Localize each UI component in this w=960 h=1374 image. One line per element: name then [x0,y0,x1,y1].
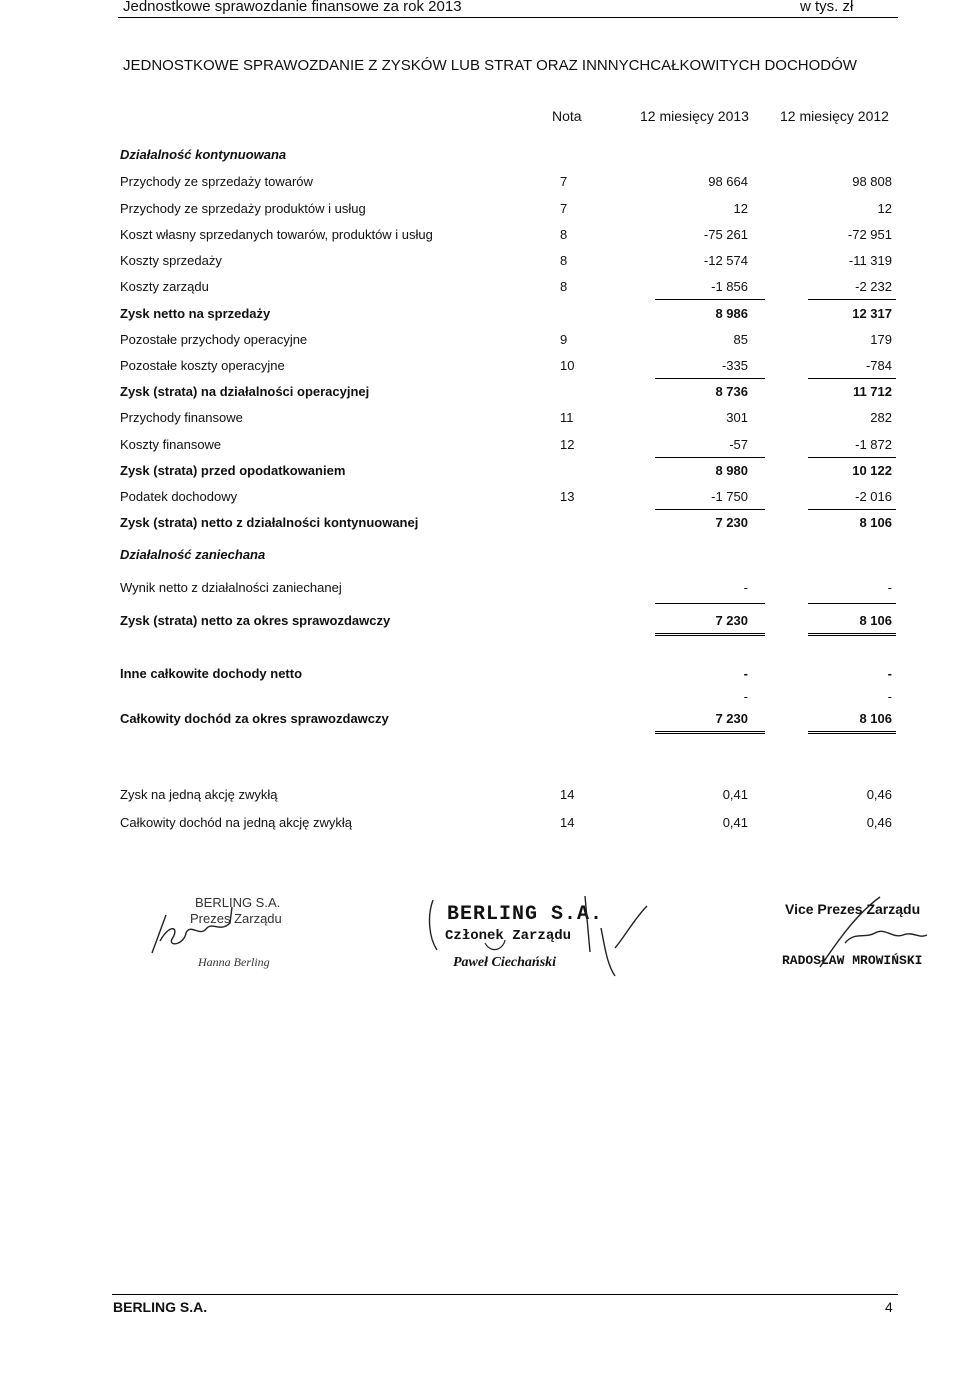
row-value-2013: -75 261 [703,227,748,242]
row-value-2013: 0,41 [722,815,748,830]
subtotal-rule [655,378,765,379]
row-value-2012: 0,46 [866,787,892,802]
row-note: 8 [560,279,568,294]
row-note: 14 [560,815,575,830]
table-row [0,489,960,507]
row-note: 7 [560,174,568,189]
row-value-2012: -1 872 [855,437,892,452]
subtotal-rule [655,457,765,458]
table-row [0,787,960,805]
row-note: 10 [560,358,575,373]
table-row [0,358,960,376]
row-note: 9 [560,332,568,347]
row-label: Koszt własny sprzedanych towarów, produktów i usług [120,227,433,242]
row-label: Koszty finansowe [120,437,222,452]
row-label: Zysk na jedną akcję zwykłą [120,787,278,802]
row-note: 8 [560,253,568,268]
statement-title: JEDNOSTKOWE SPRAWOZDANIE Z ZYSKÓW LUB STRAT ORAZ INNNYCHCAŁKOWITYCH DOCHODÓW [123,57,857,74]
table-row-total [0,613,960,631]
row-label: Całkowity dochód na jedną akcję zwykłą [120,815,352,830]
row-value-2013: 98 664 [708,174,748,189]
signer-name: Paweł Ciechański [453,955,557,970]
subtotal-rule [655,299,765,300]
signature-president [140,893,340,983]
row-label: Wynik netto z działalności zaniechanej [120,580,342,595]
row-value-2013: 7 230 [715,515,748,530]
page-number: 4 [885,1299,893,1315]
row-value-2012: 12 317 [852,306,892,321]
row-value-2013: 7 230 [715,613,748,628]
table-row-subtotal [0,515,960,533]
row-label: Inne całkowite dochody netto [120,666,303,681]
handwritten-signature-icon [140,893,340,983]
currency-unit: w tys. zł [800,0,854,15]
row-label: Koszty sprzedaży [120,253,222,268]
row-note: 11 [560,410,574,425]
row-value-2013: 8 736 [715,384,748,399]
row-note: 14 [560,787,575,802]
stamp-title: Członek Zarządu [445,928,572,944]
handwritten-signature-icon [785,895,960,985]
row-value-2013: -57 [729,437,748,452]
row-value-2013: -1 856 [711,279,748,294]
table-row [0,227,960,245]
stamp-title: Vice Prezes Zarządu [785,901,921,917]
row-value-2013: -1 750 [711,489,748,504]
header-divider [118,17,898,18]
row-prevalue-2013: - [743,689,748,704]
total-double-rule [808,633,896,636]
row-value-2012: -2 232 [855,279,892,294]
subtotal-rule [655,509,765,510]
subtotal-rule [808,509,896,510]
row-value-2012: 0,46 [866,815,892,830]
footer-divider [112,1294,898,1295]
row-value-2013: 8 986 [715,306,748,321]
row-value-2013: 0,41 [722,787,748,802]
row-label: Koszty zarządu [120,279,209,294]
total-double-rule [655,633,765,636]
row-value-2012: -784 [865,358,892,373]
row-value-2013: -335 [721,358,748,373]
row-label: Przychody finansowe [120,410,243,425]
row-label: Zysk (strata) przed opodatkowaniem [120,463,346,478]
row-value-2012: 179 [870,332,892,347]
table-row [0,437,960,455]
table-row [0,253,960,271]
section-continuing: Działalność kontynuowana [120,147,287,162]
row-value-2013: 7 230 [715,711,748,726]
table-row-subtotal [0,306,960,324]
row-label: Pozostałe przychody operacyjne [120,332,308,347]
row-value-2012: - [887,666,892,681]
table-row-total [0,689,960,729]
section-discontinued: Działalność zaniechana [120,547,266,562]
row-value-2012: -72 951 [847,227,892,242]
total-double-rule [655,731,765,734]
stamp-title: Prezes Zarządu [190,911,282,926]
table-row-subtotal [0,463,960,481]
subtotal-rule [808,378,896,379]
column-2012-header: 12 miesięcy 2012 [780,108,889,124]
footer-company: BERLING S.A. [113,1299,208,1315]
table-row [0,174,960,192]
table-row [0,580,960,598]
row-value-2013: 12 [733,201,748,216]
row-note: 8 [560,227,568,242]
table-row [0,815,960,833]
row-label: Zysk (strata) netto za okres sprawozdawczy [120,613,391,628]
row-value-2012: 11 712 [852,384,892,399]
signature-board-member [425,888,665,983]
row-value-2013: - [743,666,748,681]
row-value-2012: -11 319 [848,253,892,268]
report-header: Jednostkowe sprawozdanie finansowe za rok 2013 [123,0,462,15]
row-note: 13 [560,489,575,504]
subtotal-rule [655,603,765,604]
row-label: Zysk netto na sprzedaży [120,306,271,321]
handwritten-signature-icon [425,888,665,983]
row-value-2012: - [887,580,892,595]
table-row [0,279,960,297]
row-note: 7 [560,201,568,216]
row-label: Pozostałe koszty operacyjne [120,358,285,373]
row-label: Przychody ze sprzedaży produktów i usług [120,201,366,216]
total-double-rule [808,731,896,734]
column-note-header: Nota [552,108,582,124]
row-value-2012: -2 016 [855,489,892,504]
row-value-2013: 301 [726,410,748,425]
row-label: Zysk (strata) netto z działalności kontynuowanej [120,515,419,530]
row-value-2012: 8 106 [859,613,892,628]
signer-name: RADOSŁAW MROWIŃSKI [782,953,923,968]
table-row-subtotal [0,384,960,402]
table-row-subtotal [0,666,960,684]
stamp-company: BERLING S.A. [447,903,604,926]
row-value-2013: - [743,580,748,595]
subtotal-rule [808,603,896,604]
subtotal-rule [808,457,896,458]
subtotal-rule [808,299,896,300]
signer-name: Hanna Berling [198,955,270,969]
stamp-company: BERLING S.A. [195,895,281,910]
row-value-2012: 8 106 [859,711,892,726]
table-row [0,410,960,428]
row-value-2012: 8 106 [859,515,892,530]
table-row [0,332,960,350]
row-value-2012: 12 [877,201,892,216]
row-note: 12 [560,437,575,452]
row-value-2013: -12 574 [703,253,748,268]
column-2013-header: 12 miesięcy 2013 [640,108,749,124]
table-row [0,201,960,219]
row-value-2012: 10 122 [852,463,892,478]
row-value-2012: 98 808 [852,174,892,189]
row-value-2013: 8 980 [715,463,748,478]
row-value-2013: 85 [733,332,748,347]
row-label: Przychody ze sprzedaży towarów [120,174,313,189]
row-value-2012: 282 [870,410,892,425]
row-label: Podatek dochodowy [120,489,238,504]
row-prevalue-2012: - [887,689,892,704]
row-label: Całkowity dochód za okres sprawozdawczy [120,711,389,726]
row-label: Zysk (strata) na działalności operacyjnej [120,384,370,399]
signature-vice-president [782,895,960,985]
